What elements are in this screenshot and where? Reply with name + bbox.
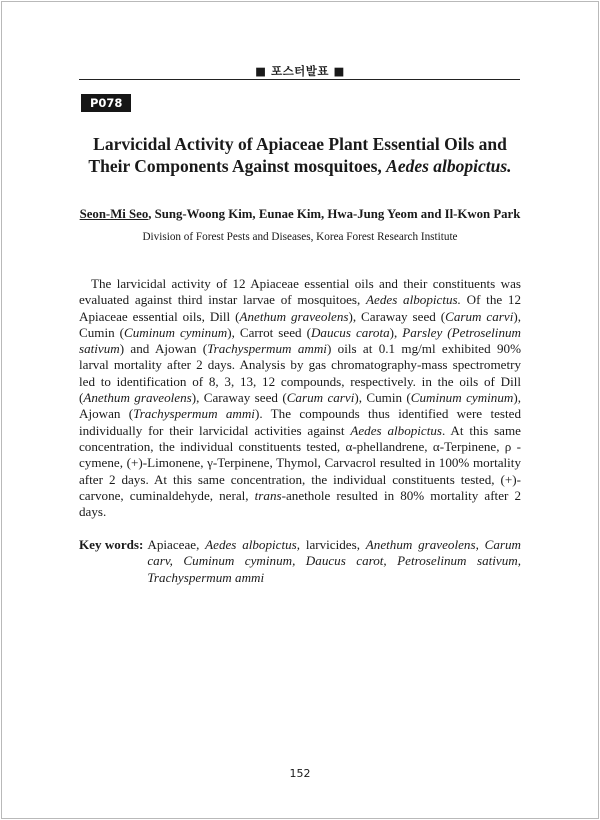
italic-text-run: Anethum graveolens [239,308,349,324]
italic-text-run: Cuminum cyminum [410,390,514,406]
text-run: ), [389,324,403,340]
text-run: Of the 12 Apiaceae essential oils, Dill ( [79,292,522,324]
section-header: ■ 포스터발표 ■ [255,64,345,78]
text-run: ), Caraway seed ( [348,308,446,324]
italic-text-run: Aedes albopictus. [366,292,461,308]
text-run: ), Carrot seed ( [227,324,311,340]
poster-id-badge: P078 [81,94,131,112]
italic-text-run: Parsley (Petroselinum sativum [79,324,521,357]
title-species: Aedes albopictus. [386,156,512,176]
italic-text-run: trans [254,487,282,503]
text-run: ). The compounds thus identified were tested individually for their larvicidal activities against [79,406,521,438]
italic-text-run: Carum carvi [286,390,355,406]
italic-text-run: Trachyspermum ammi [133,406,255,422]
text-run: larvicides, [300,537,366,552]
text-run: ), Caraway seed ( [191,390,287,406]
keywords-label: Key words: [79,537,144,552]
text-run: Apiaceae, [147,537,206,552]
page-number: 152 [289,767,311,780]
affiliation: Division of Forest Pests and Diseases, Korea Forest Research Institute [142,231,458,243]
keywords [79,537,521,586]
co-authors: , Sung-Woong Kim, Eunae Kim, Hwa-Jung Yeom and Il-Kwon Park [148,207,521,221]
italic-text-run: Trachyspermum ammi [207,341,327,357]
italic-text-run: Anethum graveolens [83,390,192,406]
text-run: -anethole resulted in 80% mortality after 2 days. [79,487,521,520]
text-run: ), Cumin ( [79,308,521,340]
italic-text-run: Daucus carota [310,324,390,340]
header-divider [79,79,520,80]
text-run: ) oils at 0.1 mg/ml exhibited 90% larval mortality after 2 days. Analysis by gas chromatography-mass spectrometry led to identification of 8, 3, 13, 12 compounds, respectively. in the oils of Dill ( [79,341,522,406]
title-text: Larvicidal Activity of Apiaceae Plant Essential Oils and Their Components Against mosquitoes, [88,134,507,176]
italic-text-run: Carum carvi [445,308,514,324]
italic-text-run: Aedes albopictus [350,422,443,438]
italic-text-run: Anethum graveolens, Carum carv, Cuminum cyminum, Daucus carot, Petroselinum sativum, Trachyspermum ammi [147,537,522,585]
italic-text-run: Cuminum cyminum [124,324,228,340]
text-run: The larvicidal activity of 12 Apiaceae essential oils and their constituents was evaluated against third instar larvae of mosquitoes, [79,276,521,308]
text-run: ) and Ajowan ( [119,341,208,357]
text-run: ), Cumin ( [354,390,411,406]
keywords-list [147,537,521,586]
italic-text-run: Aedes albopictus, [205,537,301,552]
text-run: ), Ajowan ( [79,390,521,422]
first-author: Seon-Mi Seo [79,207,149,221]
abstract-body [79,276,521,520]
author-list [79,206,521,222]
text-run: . At this same concentration, the individual constituents tested, α-phellandrene, α-Terpinene, ρ -cymene, (+)-Limonene, γ-Terpinene, Thymol, Carvacrol resulted in 100% mortality after 2 days. At this same concentration, the individual constituents tested, (+)-carvone, cuminaldehyde, neral, [79,422,521,503]
paper-title [79,133,521,177]
